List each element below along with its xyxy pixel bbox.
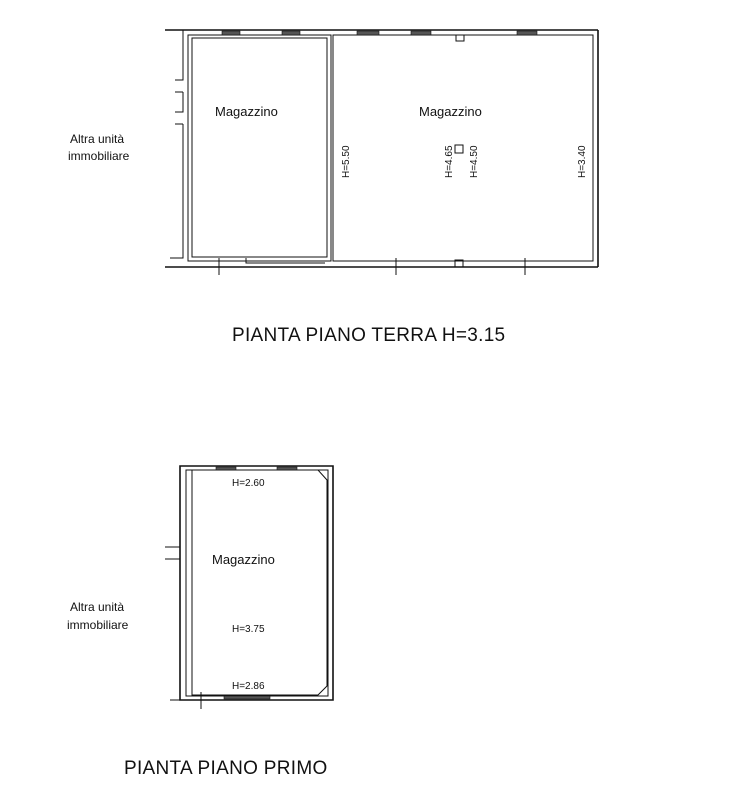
first-height-middle: H=3.75 bbox=[232, 624, 265, 635]
left-boundary-wall bbox=[170, 30, 183, 258]
height-right-wall: H=3.40 bbox=[577, 145, 588, 178]
first-room-label: Magazzino bbox=[212, 552, 275, 567]
first-floor-title: PIANTA PIANO PRIMO bbox=[124, 758, 328, 779]
room-left-label: Magazzino bbox=[215, 104, 278, 119]
first-neighbor-label-1: Altra unità bbox=[70, 600, 125, 614]
room-left-inner bbox=[192, 38, 327, 257]
height-center-b: H=4.50 bbox=[469, 145, 480, 178]
first-neighbor-label-2: immobiliare bbox=[67, 618, 129, 632]
height-center-a: H=4.65 bbox=[444, 145, 455, 178]
first-height-top: H=2.60 bbox=[232, 478, 265, 489]
ground-floor-title: PIANTA PIANO TERRA H=3.15 bbox=[232, 325, 506, 346]
window-2 bbox=[282, 31, 300, 35]
window-5 bbox=[517, 31, 537, 35]
height-left-wall: H=5.50 bbox=[341, 145, 352, 178]
window-4 bbox=[411, 31, 431, 35]
pillar bbox=[455, 145, 463, 153]
room-left-outline bbox=[188, 35, 331, 261]
first-room-inner bbox=[186, 470, 328, 696]
first-window-2 bbox=[277, 467, 297, 470]
room-right-label: Magazzino bbox=[419, 104, 482, 119]
first-height-bottom: H=2.86 bbox=[232, 681, 265, 692]
window-1 bbox=[222, 31, 240, 35]
window-3 bbox=[357, 31, 379, 35]
ground-floor-plan bbox=[68, 30, 598, 346]
first-window-1 bbox=[216, 467, 236, 470]
first-left-boundary bbox=[165, 547, 180, 559]
first-outer-wall bbox=[180, 466, 333, 700]
first-window-3 bbox=[224, 696, 270, 699]
ground-neighbor-label-1: Altra unità bbox=[70, 132, 125, 146]
ground-neighbor-label-2: immobiliare bbox=[68, 149, 130, 163]
first-room-outline bbox=[192, 470, 327, 695]
wall-notch-top bbox=[456, 35, 464, 41]
first-floor-plan bbox=[67, 466, 333, 779]
